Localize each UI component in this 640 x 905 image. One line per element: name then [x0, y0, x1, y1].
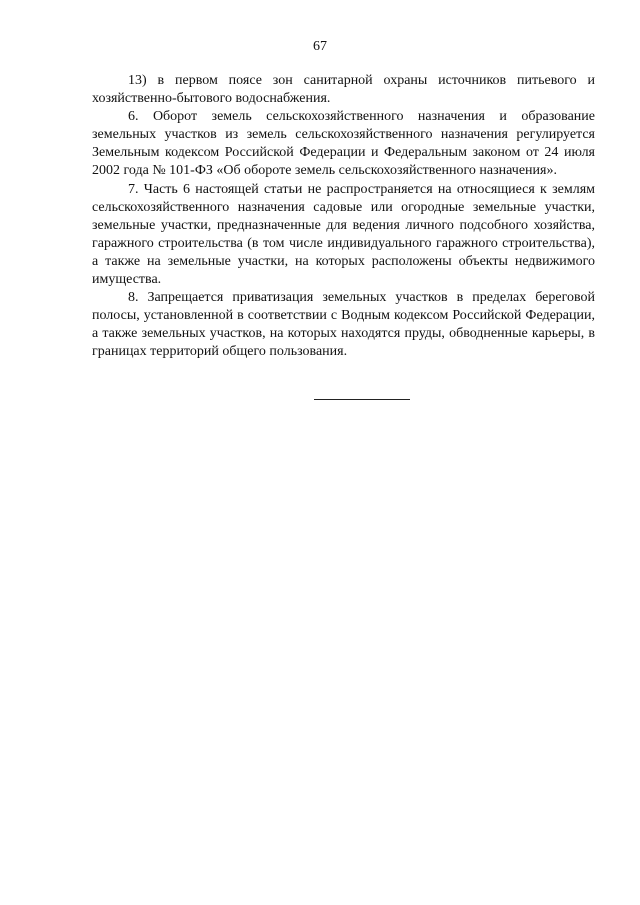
- page-number: 67: [313, 39, 327, 54]
- end-divider-line: [314, 399, 410, 400]
- paragraph-part-7: 7. Часть 6 настоящей статьи не распространяется на относящиеся к землям сельскохозяйственного назначения садовые или огородные земельные участки, земельные участки, предназначенные для ведения личного подсобного хозяйства, гаражного строительства (в том числе индивидуального гаражного строительства), а также на земельные участки, на которых расположены объекты недвижимого имущества.: [92, 181, 595, 288]
- document-body: [92, 72, 595, 362]
- paragraph-part-6: 6. Оборот земель сельскохозяйственного назначения и образование земельных участков из земель сельскохозяйственного назначения регулируется Земельным кодексом Российской Федерации и Федеральным законом от 24 июля 2002 года № 101-ФЗ «Об обороте земель сельскохозяйственного назначения».: [92, 109, 595, 179]
- paragraph-part-8: 8. Запрещается приватизация земельных участков в пределах береговой полосы, установленной в соответствии с Водным кодексом Российской Федерации, а также земельных участков, на которых находятся пруды, обводненные карьеры, в границах территорий общего пользования.: [92, 290, 595, 360]
- paragraph-item-13: 13) в первом поясе зон санитарной охраны источников питьевого и хозяйственно-бытового водоснабжения.: [92, 73, 595, 107]
